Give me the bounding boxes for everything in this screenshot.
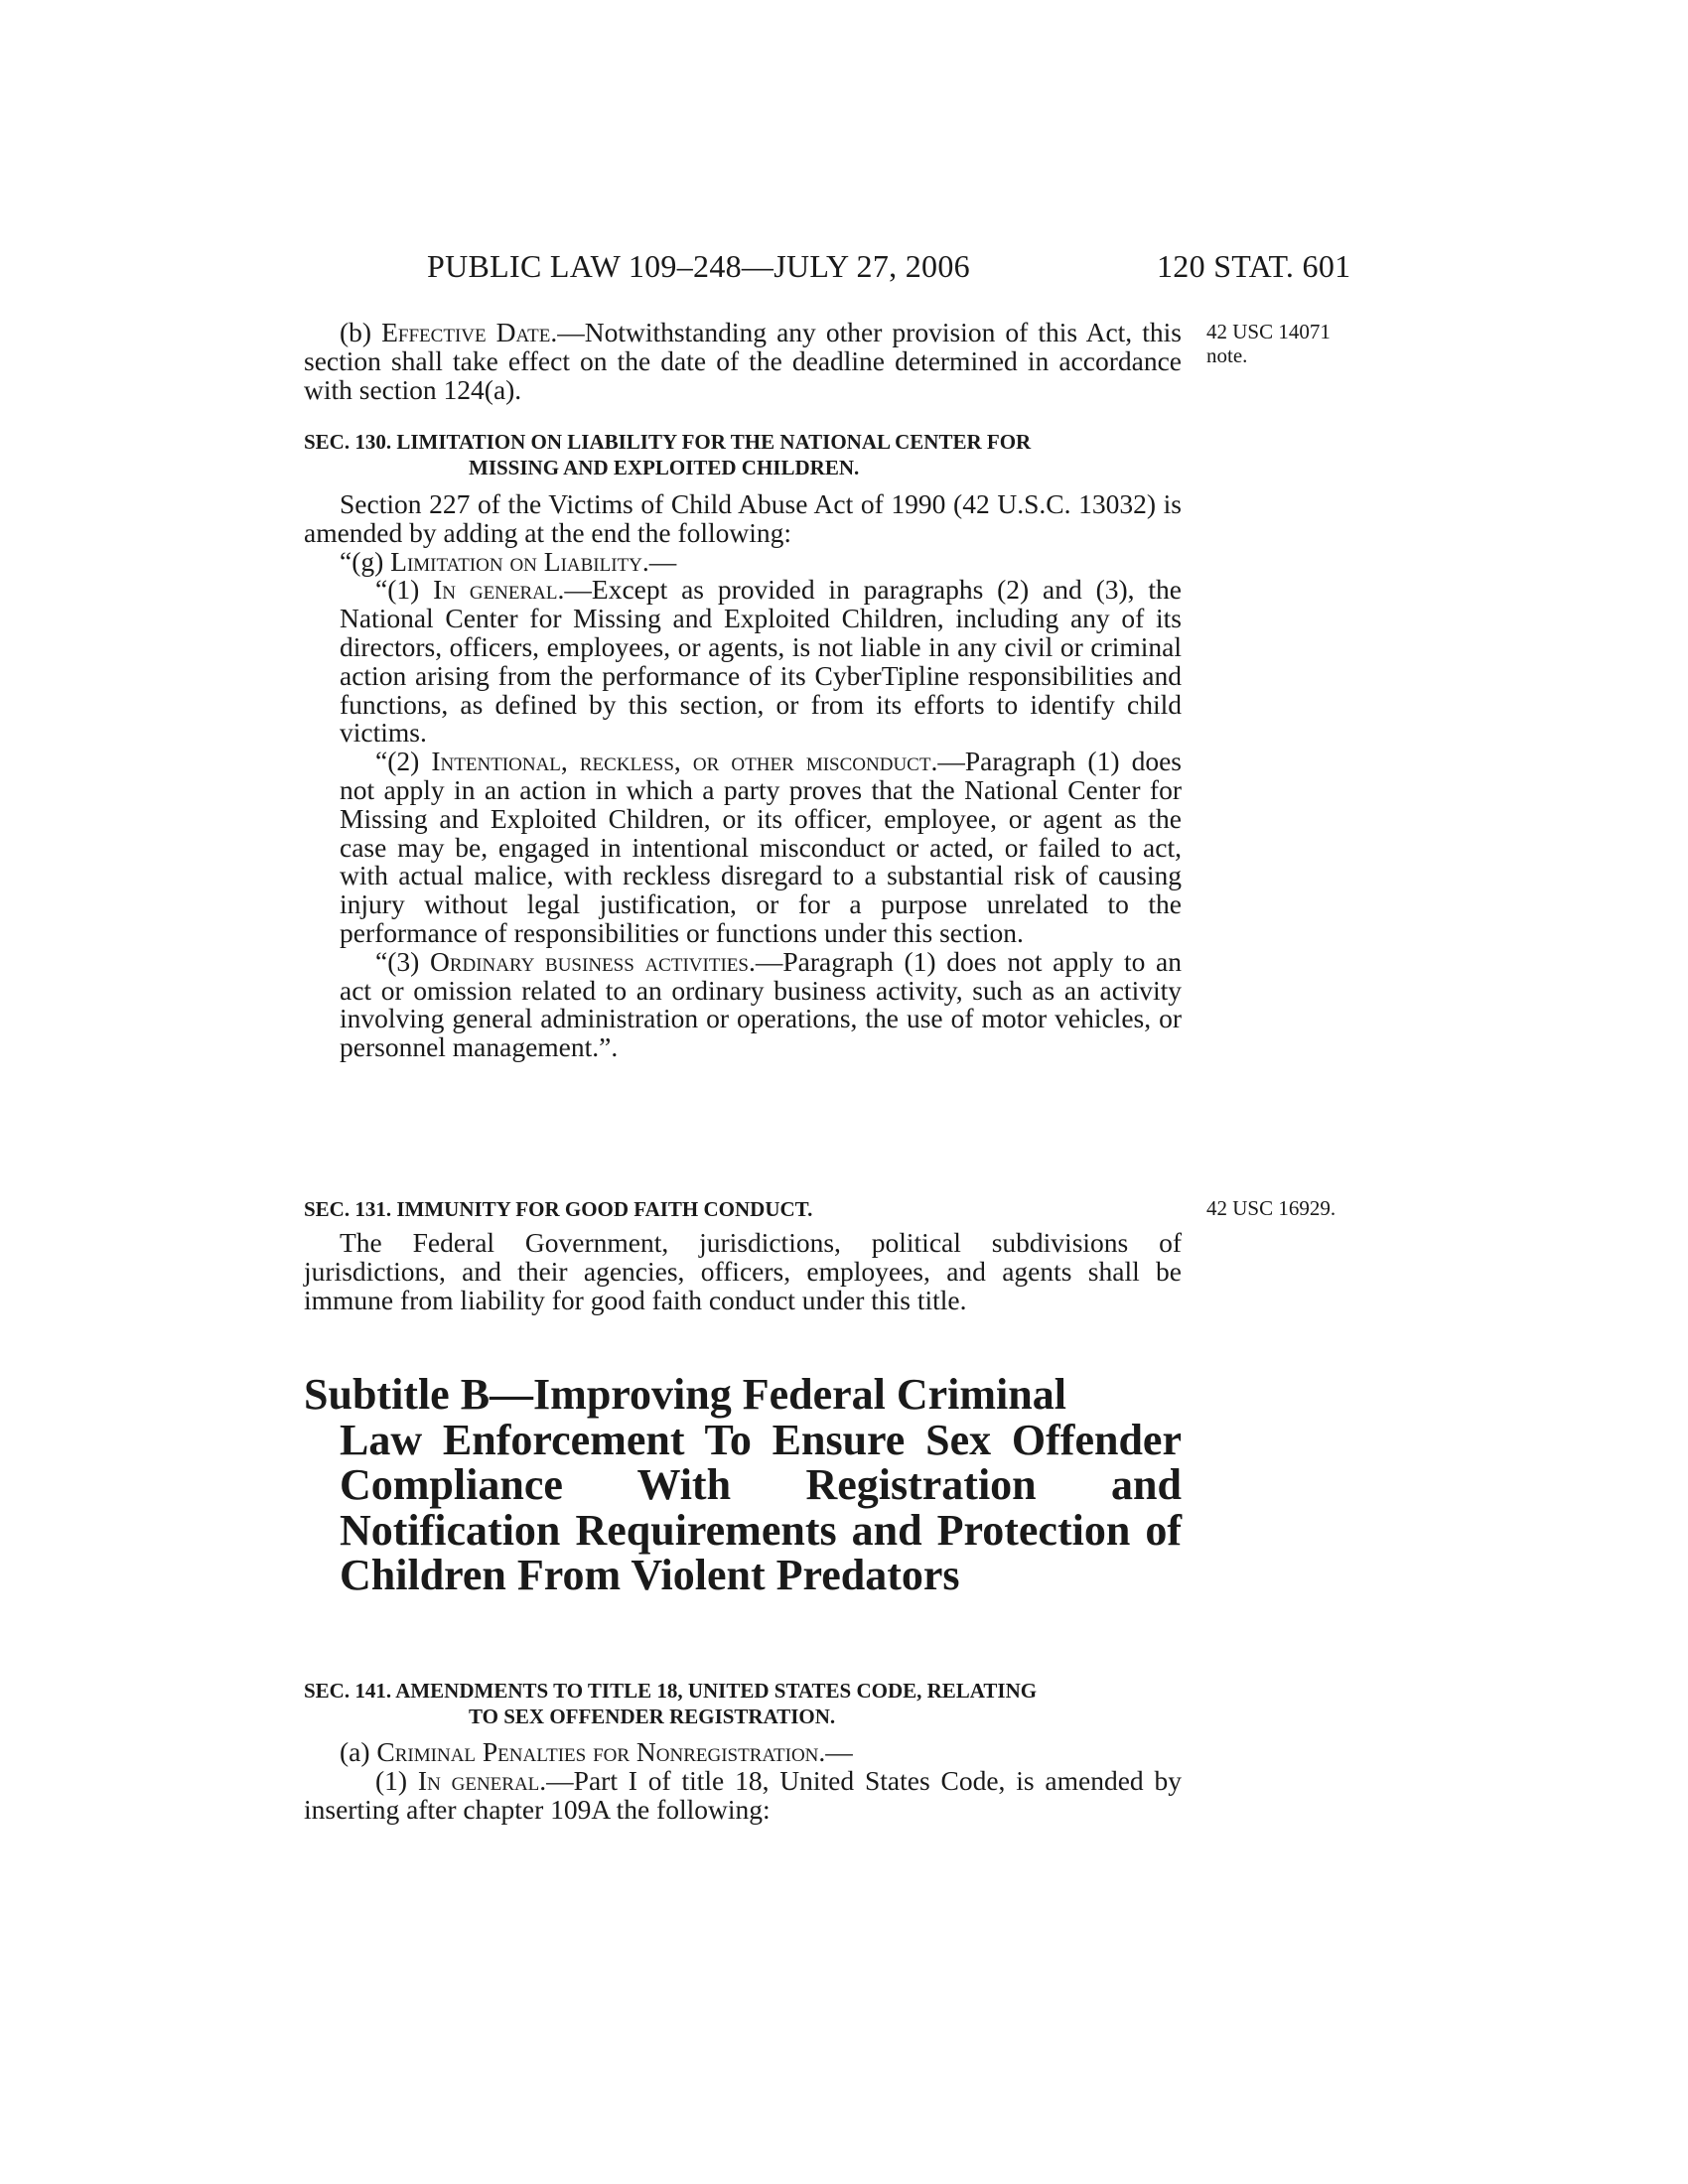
sec-141-a-1 — [304, 1764, 1182, 1825]
margin-note-line: note. — [1206, 343, 1248, 367]
section-heading — [304, 1678, 1182, 1729]
para-heading: Intentional, reckless, or other misconduct — [431, 746, 931, 777]
margin-note-line: 42 USC 14071 — [1206, 320, 1331, 343]
sec-130-heading — [304, 429, 1182, 480]
paragraph — [304, 319, 1182, 404]
sec-141-heading — [304, 1678, 1182, 1729]
section-heading-line: SEC. 130. LIMITATION ON LIABILITY FOR THE NATIONAL CENTER FOR — [304, 430, 1032, 454]
para-heading: In general — [417, 1764, 540, 1796]
sec-131-heading — [304, 1196, 1182, 1222]
para-label: (b) — [340, 317, 382, 347]
sec-130-g-heading — [304, 545, 1182, 577]
para-text: .—Notwithstanding any other provision of this Act, this section shall take effect on the date of the deadline determined in accordance with section 124(a). — [304, 317, 1182, 405]
para-label: (a) — [340, 1736, 377, 1767]
section-heading — [304, 429, 1182, 480]
sec-130-g-1 — [340, 576, 1182, 748]
para-b-effective-date — [304, 319, 1182, 404]
para-heading: In general — [433, 574, 558, 606]
sec-130-g-2 — [340, 748, 1182, 948]
sec-141-a-heading — [304, 1738, 1182, 1767]
para-label: “(1) — [375, 574, 434, 606]
para-dash: .— — [818, 1736, 853, 1767]
para-heading: Criminal Penalties for Nonregistration — [376, 1736, 819, 1767]
para-label: (1) — [375, 1764, 418, 1796]
section-heading: SEC. 131. IMMUNITY FOR GOOD FAITH CONDUCT. — [304, 1197, 813, 1221]
para-heading: Ordinary business activities — [429, 945, 749, 977]
running-header-page: 120 STAT. 601 — [1157, 248, 1351, 284]
margin-note-usc-16929: 42 USC 16929. — [1206, 1196, 1336, 1220]
para-dash: .— — [641, 545, 677, 577]
sec-131-body — [304, 1229, 1182, 1314]
subtitle-b-heading — [304, 1372, 1182, 1598]
para-heading: Limitation on Liability — [390, 545, 642, 577]
sec-130-intro: Section 227 of the Victims of Child Abuse Act of 1990 (42 U.S.C. 13032) is amended by adding at the end the following: — [304, 488, 1182, 548]
sec-141-body — [304, 1738, 1182, 1824]
sec-130-g-3 — [340, 945, 1182, 1063]
para-text: .—Part I of title 18, United States Code, is amended by inserting after chapter 109A the following: — [304, 1764, 1182, 1825]
subtitle-first-line: Subtitle B—Improving Federal Criminal — [304, 1370, 1066, 1419]
subtitle-rest: Law Enforcement To Ensure Sex Offender Compliance With Registration and Notification Requirements and Protection of Children From Violent Predators — [340, 1415, 1182, 1599]
section-heading-line: SEC. 141. AMENDMENTS TO TITLE 18, UNITED STATES CODE, RELATING — [304, 1679, 1038, 1703]
para-text: .—Paragraph (1) does not apply to an act or omission related to an ordinary business activity, such as an activity involving general administration or operations, the use of motor vehicles, or personnel management.”. — [340, 945, 1182, 1063]
running-header-title: PUBLIC LAW 109–248—JULY 27, 2006 — [427, 248, 970, 284]
sec-130-body — [304, 490, 1182, 1062]
para-text: .—Paragraph (1) does not apply in an action in which a party proves that the National Center for Missing and Exploited Children, or its officer, employee, or agent as the case may be, engaged in intentional misconduct or acted, or failed to act, with actual malice, with reckless disregard to a substantial risk of causing injury without legal justification, or for a purpose unrelated to the performance of responsibilities or functions under this section. — [340, 746, 1182, 948]
paragraph: The Federal Government, jurisdictions, political subdivisions of jurisdictions, and their agencies, officers, employees, and agents shall be immune from liability for good faith conduct under this title. — [304, 1227, 1182, 1315]
section-heading-line: MISSING AND EXPLOITED CHILDREN. — [469, 456, 860, 479]
para-label: “(2) — [375, 746, 432, 777]
para-label: “(3) — [375, 945, 430, 977]
subtitle-heading — [304, 1372, 1182, 1598]
para-text: .—Except as provided in paragraphs (2) and (3), the National Center for Missing and Exploited Children, including any of its directors, officers, employees, or agents, is not liable in any civil or criminal action arising from the performance of its CyberTipline responsibilities and functions, as defined by this section, or from its efforts to identify child victims. — [340, 574, 1182, 749]
margin-note-usc-14071 — [1206, 320, 1331, 367]
para-heading: Effective Date — [381, 317, 551, 347]
section-heading-line: TO SEX OFFENDER REGISTRATION. — [469, 1705, 836, 1728]
para-label: “(g) — [340, 545, 391, 577]
